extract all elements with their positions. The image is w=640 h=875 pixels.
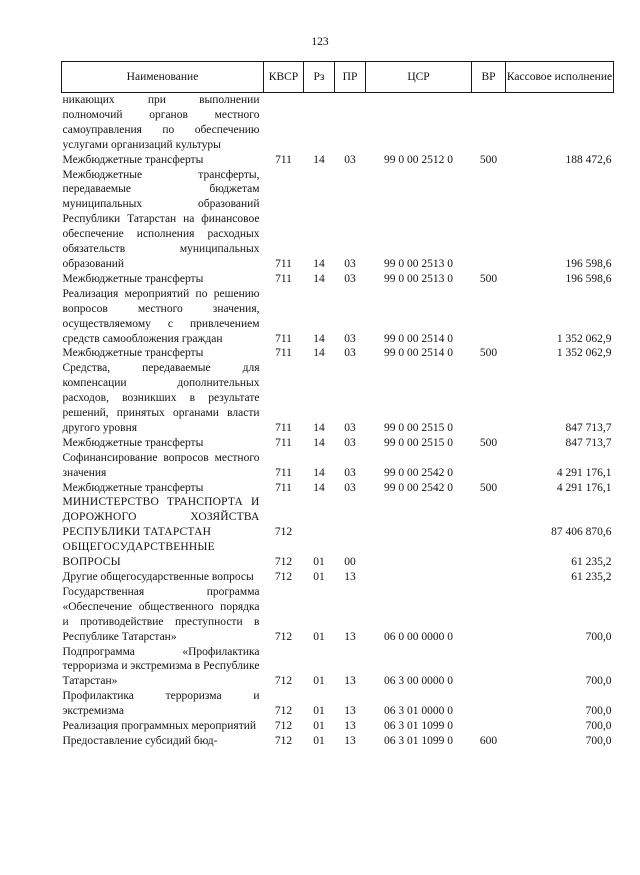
table-row (62, 570, 614, 585)
table-row (62, 734, 614, 749)
cell-csr: 99 0 00 2542 0 (384, 466, 453, 479)
cell-csr: 06 3 01 1099 0 (384, 734, 453, 747)
cell-csr: 06 3 00 0000 0 (384, 675, 453, 688)
cell-amount: 196 598,6 (565, 257, 612, 270)
cell-csr: 99 0 00 2542 0 (384, 481, 453, 494)
cell-amount: 61 235,2 (571, 571, 612, 583)
cell-name: Профилактика терроризма и экстремизма (62, 690, 260, 718)
cell-pr: 03 (344, 153, 356, 166)
cell-vr: 600 (479, 734, 498, 747)
cell-name: МИНИСТЕРСТВО ТРАНСПОРТА И ДОРОЖНОГО ХОЗЯЙСТВА РЕСПУБЛИКИ ТАТАРСТАН (62, 496, 260, 539)
cell-pr: 03 (344, 481, 356, 494)
cell-amount: 700,0 (585, 630, 612, 643)
cell-amount: 700,0 (585, 720, 612, 733)
table-row (62, 168, 614, 272)
cell-amount: 700,0 (585, 734, 612, 747)
cell-vr (472, 287, 506, 347)
cell-csr (366, 570, 472, 585)
cell-kvsr: 712 (274, 675, 293, 688)
cell-csr: 99 0 00 2514 0 (384, 332, 453, 345)
cell-kvsr: 712 (274, 630, 293, 643)
cell-pr (335, 495, 366, 540)
cell-pr: 13 (344, 720, 356, 733)
cell-name: Межбюджетные трансферты, передаваемые бюджетам муниципальных образований Республики Татарстан на финансовое обеспечение исполнения расходных обязательств муниципальных образований (62, 168, 260, 270)
cell-amount: 4 291 176,1 (556, 466, 612, 479)
cell-rz: 01 (313, 571, 325, 583)
table-row (62, 346, 614, 361)
table-row (62, 585, 614, 645)
cell-rz: 01 (313, 734, 325, 747)
cell-pr: 13 (344, 675, 356, 688)
cell-rz: 14 (313, 466, 325, 479)
cell-name: Межбюджетные трансферты (62, 436, 204, 449)
table-body (62, 93, 614, 749)
table-row (62, 361, 614, 436)
cell-kvsr: 712 (274, 526, 293, 539)
table-row (62, 481, 614, 496)
cell-rz: 14 (313, 153, 325, 166)
cell-pr: 13 (344, 571, 356, 583)
cell-name: Софинансирование вопросов местного значения (62, 451, 260, 479)
cell-rz (304, 495, 335, 540)
cell-name: Предоставление субсидий бюд- (62, 734, 218, 747)
cell-name: никающих при выполнении полномочий органов местного самоуправления по обеспечению услугами организаций культуры (62, 94, 260, 151)
cell-csr: 99 0 00 2515 0 (384, 421, 453, 434)
page-number: 123 (311, 36, 329, 48)
cell-amount: 4 291 176,1 (556, 481, 612, 494)
header-kvsr: КВСР (264, 62, 304, 93)
cell-kvsr: 711 (275, 347, 292, 360)
cell-vr (472, 168, 506, 272)
table-row (62, 540, 614, 570)
cell-kvsr: 711 (275, 421, 292, 434)
cell-name: Реализация мероприятий по решению вопросов местного значения, осуществляемому с привлечением средств самообложения граждан (62, 287, 260, 345)
header-rz: Рз (304, 62, 335, 93)
header-name: Наименование (62, 62, 264, 93)
cell-kvsr: 711 (275, 257, 292, 270)
cell-amount: 196 598,6 (565, 272, 612, 285)
table-row (62, 436, 614, 451)
cell-rz: 14 (313, 332, 325, 345)
table-row (62, 93, 614, 153)
cell-pr: 03 (344, 347, 356, 360)
cell-pr: 03 (344, 466, 356, 479)
cell-vr (472, 689, 506, 719)
cell-rz: 14 (313, 481, 325, 494)
cell-pr: 03 (344, 332, 356, 345)
cell-csr: 99 0 00 2513 0 (384, 257, 453, 270)
cell-kvsr: 712 (274, 720, 293, 733)
cell-rz: 14 (313, 347, 325, 360)
cell-pr: 13 (344, 705, 356, 718)
cell-vr (472, 719, 506, 734)
cell-name: Подпрограмма «Профилактика терроризма и экстремизма в Республике Татарстан» (62, 645, 260, 688)
table-row (62, 451, 614, 481)
cell-csr: 99 0 00 2514 0 (384, 347, 453, 360)
cell-name: Межбюджетные трансферты (62, 481, 204, 494)
cell-kvsr: 711 (275, 272, 292, 285)
table-row (62, 719, 614, 734)
header-csr: ЦСР (366, 62, 472, 93)
cell-vr (472, 451, 506, 481)
cell-amount: 1 352 062,9 (556, 332, 612, 345)
cell-amount: 847 713,7 (565, 421, 612, 434)
cell-amount: 87 406 870,6 (551, 526, 612, 539)
budget-table (61, 61, 614, 749)
cell-kvsr: 712 (274, 705, 293, 718)
cell-amount: 1 352 062,9 (556, 347, 612, 360)
cell-kvsr: 711 (275, 436, 292, 449)
header-amount: Кассовое исполнение (506, 62, 614, 93)
cell-amount: 188 472,6 (565, 153, 612, 166)
cell-rz: 01 (313, 675, 325, 688)
cell-rz: 14 (313, 272, 325, 285)
table-row (62, 153, 614, 168)
cell-kvsr: 711 (275, 481, 292, 494)
cell-pr: 03 (344, 257, 356, 270)
cell-kvsr: 712 (274, 571, 293, 583)
cell-vr (472, 570, 506, 585)
cell-vr: 500 (479, 436, 498, 449)
cell-pr: 13 (344, 630, 356, 643)
cell-name: Межбюджетные трансферты (62, 272, 204, 285)
cell-csr: 06 3 01 1099 0 (384, 720, 453, 733)
cell-kvsr (264, 93, 304, 153)
cell-pr: 00 (344, 556, 356, 569)
table-row (62, 495, 614, 540)
cell-kvsr: 711 (275, 332, 292, 345)
cell-vr: 500 (479, 153, 498, 166)
budget-table-container (61, 61, 613, 749)
cell-vr (472, 540, 506, 570)
cell-name: Средства, передаваемые для компенсации дополнительных расходов, возникших в результате решений, принятых органами власти другого уровня (62, 362, 260, 434)
cell-rz: 01 (313, 705, 325, 718)
cell-kvsr: 712 (274, 734, 293, 747)
cell-vr: 500 (479, 347, 498, 360)
table-header (62, 62, 614, 93)
cell-csr: 99 0 00 2512 0 (384, 153, 453, 166)
cell-rz: 14 (313, 436, 325, 449)
cell-rz (304, 93, 335, 153)
cell-vr (472, 361, 506, 436)
table-row (62, 272, 614, 287)
cell-amount: 61 235,2 (571, 556, 612, 569)
cell-rz: 01 (313, 630, 325, 643)
cell-name: Межбюджетные трансферты (62, 347, 204, 360)
cell-amount: 700,0 (585, 705, 612, 718)
cell-pr: 03 (344, 436, 356, 449)
cell-name: Межбюджетные трансферты (62, 153, 204, 166)
cell-csr (366, 540, 472, 570)
cell-rz: 14 (313, 257, 325, 270)
cell-vr (472, 93, 506, 153)
cell-vr (472, 495, 506, 540)
cell-csr: 99 0 00 2513 0 (384, 272, 453, 285)
header-vr: ВР (472, 62, 506, 93)
cell-name: Реализация программных мероприятий (62, 720, 257, 733)
cell-amount (506, 93, 614, 153)
cell-csr (366, 93, 472, 153)
cell-name: Другие общегосударственные вопросы (62, 571, 254, 583)
cell-rz: 14 (313, 421, 325, 434)
table-row (62, 287, 614, 347)
cell-amount: 700,0 (585, 675, 612, 688)
cell-pr: 03 (344, 421, 356, 434)
cell-name: ОБЩЕГОСУДАРСТВЕННЫЕ ВОПРОСЫ (62, 541, 215, 569)
cell-csr: 06 0 00 0000 0 (384, 630, 453, 643)
table-row (62, 689, 614, 719)
cell-amount: 847 713,7 (565, 436, 612, 449)
cell-vr (472, 585, 506, 645)
cell-vr: 500 (479, 481, 498, 494)
cell-kvsr: 711 (275, 466, 292, 479)
cell-rz: 01 (313, 556, 325, 569)
cell-csr: 99 0 00 2515 0 (384, 436, 453, 449)
cell-pr: 03 (344, 272, 356, 285)
cell-vr (472, 645, 506, 690)
cell-name: Государственная программа «Обеспечение общественного порядка и противодействие преступности в Республике Татарстан» (62, 585, 260, 643)
cell-pr (335, 93, 366, 153)
cell-csr (366, 495, 472, 540)
cell-rz: 01 (313, 720, 325, 733)
cell-pr: 13 (344, 734, 356, 747)
cell-kvsr: 712 (274, 556, 293, 569)
cell-vr: 500 (479, 272, 498, 285)
table-row (62, 645, 614, 690)
cell-kvsr: 711 (275, 153, 292, 166)
header-pr: ПР (335, 62, 366, 93)
cell-csr: 06 3 01 0000 0 (384, 705, 453, 718)
